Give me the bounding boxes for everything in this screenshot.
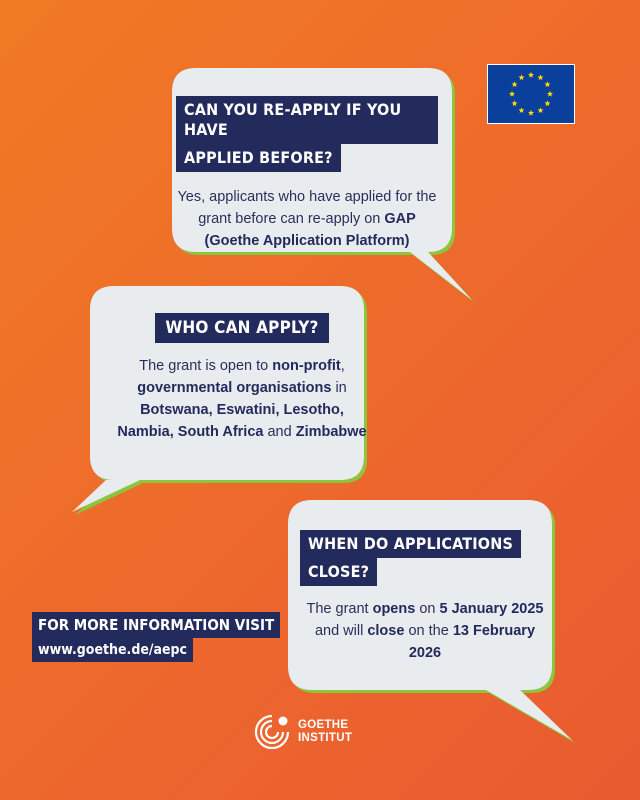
body-bold-text: 5 January 2025 (439, 601, 544, 617)
heading-line: APPLIED BEFORE? (176, 144, 341, 172)
eu-flag-icon (487, 64, 575, 124)
goethe-logo-text (298, 719, 352, 745)
more-info-block (32, 612, 280, 662)
bubble-1-content (176, 96, 438, 252)
bubble-3-heading (300, 530, 550, 586)
bubble-3-content (300, 530, 550, 664)
eu-star (537, 107, 543, 113)
body-bold-text: close (367, 623, 405, 639)
body-text: Yes, applicants who have applied for the grant before can re-apply on (177, 189, 437, 227)
logo-line-1: GOETHE (298, 719, 349, 731)
eu-star (512, 100, 518, 106)
body-text: in (331, 380, 347, 396)
body-text: and will (314, 623, 368, 639)
body-bold-text: Botswana, Eswatini, Lesotho, Nambia, South Africa (117, 402, 344, 440)
eu-star (512, 81, 518, 87)
body-bold-text: GAP (Goethe Application Platform) (204, 211, 416, 249)
goethe-institut-logo (252, 712, 352, 752)
eu-star (547, 91, 553, 97)
more-info-link[interactable]: www.goethe.de/aepc (32, 638, 193, 662)
body-text: and (263, 424, 296, 440)
bubble-1-heading (176, 96, 438, 172)
body-bold-text: Zimbabwe (295, 424, 367, 440)
body-text: The grant (306, 601, 373, 617)
heading-line: CLOSE? (300, 558, 377, 586)
eu-star (528, 72, 534, 78)
body-bold-text: governmental organisations (137, 380, 332, 396)
bubble-3-body (300, 598, 550, 664)
bubble-2-heading (112, 313, 372, 343)
eu-star (544, 100, 550, 106)
body-bold-text: opens (372, 601, 416, 617)
heading-line: WHEN DO APPLICATIONS (300, 530, 521, 558)
heading-line: CAN YOU RE-APPLY IF YOU HAVE (176, 96, 438, 144)
body-text: on the (404, 623, 453, 639)
goethe-logo-icon (252, 712, 292, 752)
body-text: The grant is open to (139, 358, 273, 374)
heading-line: WHO CAN APPLY? (155, 313, 328, 343)
bubble-2-content (112, 313, 372, 443)
bubble-1-body (176, 186, 438, 252)
more-info-label: FOR MORE INFORMATION VISIT (32, 612, 280, 638)
bubble-2-body (112, 355, 372, 443)
body-text: on (415, 601, 440, 617)
body-text: , (340, 358, 345, 374)
eu-star (509, 91, 515, 97)
body-bold-text: 13 February 2026 (408, 623, 536, 661)
eu-star (537, 74, 543, 80)
logo-line-2: INSTITUT (298, 732, 353, 744)
eu-star (518, 107, 524, 113)
eu-star (544, 81, 550, 87)
eu-star (528, 110, 534, 116)
body-bold-text: non-profit (272, 358, 341, 374)
eu-stars-graphic (488, 65, 574, 123)
eu-star (518, 74, 524, 80)
